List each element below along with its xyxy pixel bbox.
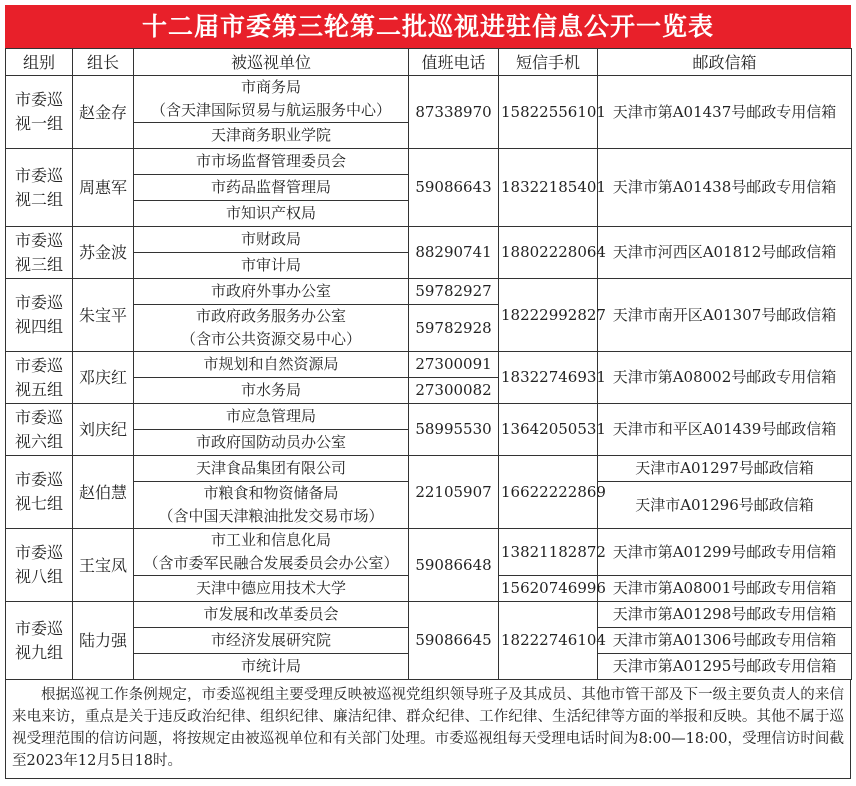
group-name: 市委巡视九组 [6, 602, 73, 680]
table-row [6, 279, 852, 305]
inspected-unit: 市统计局 [134, 654, 409, 680]
duty-phone: 59782927 [409, 279, 499, 305]
sms-mobile: 13642050531 [499, 404, 598, 456]
duty-phone: 22105907 [409, 456, 499, 529]
table-row [6, 352, 852, 378]
inspected-unit: 天津商务职业学院 [134, 123, 409, 149]
duty-phone: 27300082 [409, 378, 499, 404]
sms-mobile: 13821182872 [499, 529, 598, 576]
header-leader: 组长 [73, 49, 134, 76]
duty-phone: 58995530 [409, 404, 499, 456]
inspected-unit: 市经济发展研究院 [134, 628, 409, 654]
postal-box: 天津市第A08001号邮政专用信箱 [598, 576, 852, 602]
inspected-unit: 市粮食和物资储备局 （含中国天津粮油批发交易市场） [134, 482, 409, 529]
sms-mobile: 16622222869 [499, 456, 598, 529]
group-leader: 朱宝平 [73, 279, 134, 352]
header-postal-box: 邮政信箱 [598, 49, 852, 76]
header-group: 组别 [6, 49, 73, 76]
sms-mobile: 18222992827 [499, 279, 598, 352]
group-leader: 赵金存 [73, 76, 134, 149]
postal-box: 天津市A01297号邮政信箱 [598, 456, 852, 482]
inspected-unit: 市财政局 [134, 227, 409, 253]
group-name: 市委巡视三组 [6, 227, 73, 279]
table-row [6, 149, 852, 175]
postal-box: 天津市南开区A01307号邮政信箱 [598, 279, 852, 352]
group-leader: 刘庆纪 [73, 404, 134, 456]
table-row [6, 404, 852, 430]
disclosure-table-container [5, 5, 851, 779]
duty-phone: 59782928 [409, 305, 499, 352]
header-duty-phone: 值班电话 [409, 49, 499, 76]
postal-box: 天津市第A01306号邮政专用信箱 [598, 628, 852, 654]
table-title: 十二届市委第三轮第二批巡视进驻信息公开一览表 [5, 5, 851, 48]
table-row [6, 456, 852, 482]
header-unit: 被巡视单位 [134, 49, 409, 76]
group-leader: 苏金波 [73, 227, 134, 279]
sms-mobile: 18322746931 [499, 352, 598, 404]
group-name: 市委巡视七组 [6, 456, 73, 529]
postal-box: 天津市河西区A01812号邮政信箱 [598, 227, 852, 279]
inspected-unit: 市审计局 [134, 253, 409, 279]
group-leader: 赵伯慧 [73, 456, 134, 529]
sms-mobile: 18222746104 [499, 602, 598, 680]
table-row [6, 76, 852, 123]
group-leader: 周惠军 [73, 149, 134, 227]
inspected-unit: 市发展和改革委员会 [134, 602, 409, 628]
group-leader: 王宝凤 [73, 529, 134, 602]
postal-box: 天津市第A01299号邮政专用信箱 [598, 529, 852, 576]
sms-mobile: 15822556101 [499, 76, 598, 149]
postal-box: 天津市第A01295号邮政专用信箱 [598, 654, 852, 680]
postal-box: 天津市第A01298号邮政专用信箱 [598, 602, 852, 628]
table-row [6, 529, 852, 576]
inspected-unit: 市应急管理局 [134, 404, 409, 430]
inspected-unit: 市知识产权局 [134, 201, 409, 227]
inspected-unit: 市政府外事办公室 [134, 279, 409, 305]
inspected-unit: 市工业和信息化局 （含市委军民融合发展委员会办公室） [134, 529, 409, 576]
inspected-unit: 天津中德应用技术大学 [134, 576, 409, 602]
duty-phone: 88290741 [409, 227, 499, 279]
inspected-unit: 市政府国防动员办公室 [134, 430, 409, 456]
group-name: 市委巡视一组 [6, 76, 73, 149]
sms-mobile: 18322185401 [499, 149, 598, 227]
inspected-unit: 天津食品集团有限公司 [134, 456, 409, 482]
inspected-unit: 市商务局 （含天津国际贸易与航运服务中心） [134, 76, 409, 123]
group-name: 市委巡视二组 [6, 149, 73, 227]
postal-box: 天津市第A01437号邮政专用信箱 [598, 76, 852, 149]
sms-mobile: 15620746996 [499, 576, 598, 602]
table-row [6, 227, 852, 253]
duty-phone: 27300091 [409, 352, 499, 378]
table-row [6, 602, 852, 628]
postal-box: 天津市第A01438号邮政专用信箱 [598, 149, 852, 227]
header-sms-mobile: 短信手机 [499, 49, 598, 76]
inspected-unit: 市药品监督管理局 [134, 175, 409, 201]
footnote: 根据巡视工作条例规定，市委巡视组主要受理反映被巡视党组织领导班子及其成员、其他市管干部及下一级主要负责人的来信来电来访，重点是关于违反政治纪律、组织纪律、廉洁纪律、群众纪律、工作纪律、生活纪律等方面的举报和反映。其他不属于巡视受理范围的信访问题，将按规定由被巡视单位和有关部门处理。市委巡视组每天受理电话时间为8:00—18:00，受理信访时间截至2023年12月5日18时。 [5, 680, 851, 779]
group-leader: 陆力强 [73, 602, 134, 680]
inspection-info-table [5, 48, 852, 680]
inspected-unit: 市水务局 [134, 378, 409, 404]
sms-mobile: 18802228064 [499, 227, 598, 279]
inspected-unit: 市政府政务服务办公室 （含市公共资源交易中心） [134, 305, 409, 352]
postal-box: 天津市A01296号邮政信箱 [598, 482, 852, 529]
group-name: 市委巡视五组 [6, 352, 73, 404]
duty-phone: 59086643 [409, 149, 499, 227]
group-name: 市委巡视六组 [6, 404, 73, 456]
group-name: 市委巡视八组 [6, 529, 73, 602]
table-body [6, 76, 852, 680]
header-row [6, 49, 852, 76]
inspected-unit: 市市场监督管理委员会 [134, 149, 409, 175]
postal-box: 天津市和平区A01439号邮政信箱 [598, 404, 852, 456]
inspected-unit: 市规划和自然资源局 [134, 352, 409, 378]
duty-phone: 59086648 [409, 529, 499, 602]
duty-phone: 59086645 [409, 602, 499, 680]
postal-box: 天津市第A08002号邮政专用信箱 [598, 352, 852, 404]
group-name: 市委巡视四组 [6, 279, 73, 352]
duty-phone: 87338970 [409, 76, 499, 149]
group-leader: 邓庆红 [73, 352, 134, 404]
